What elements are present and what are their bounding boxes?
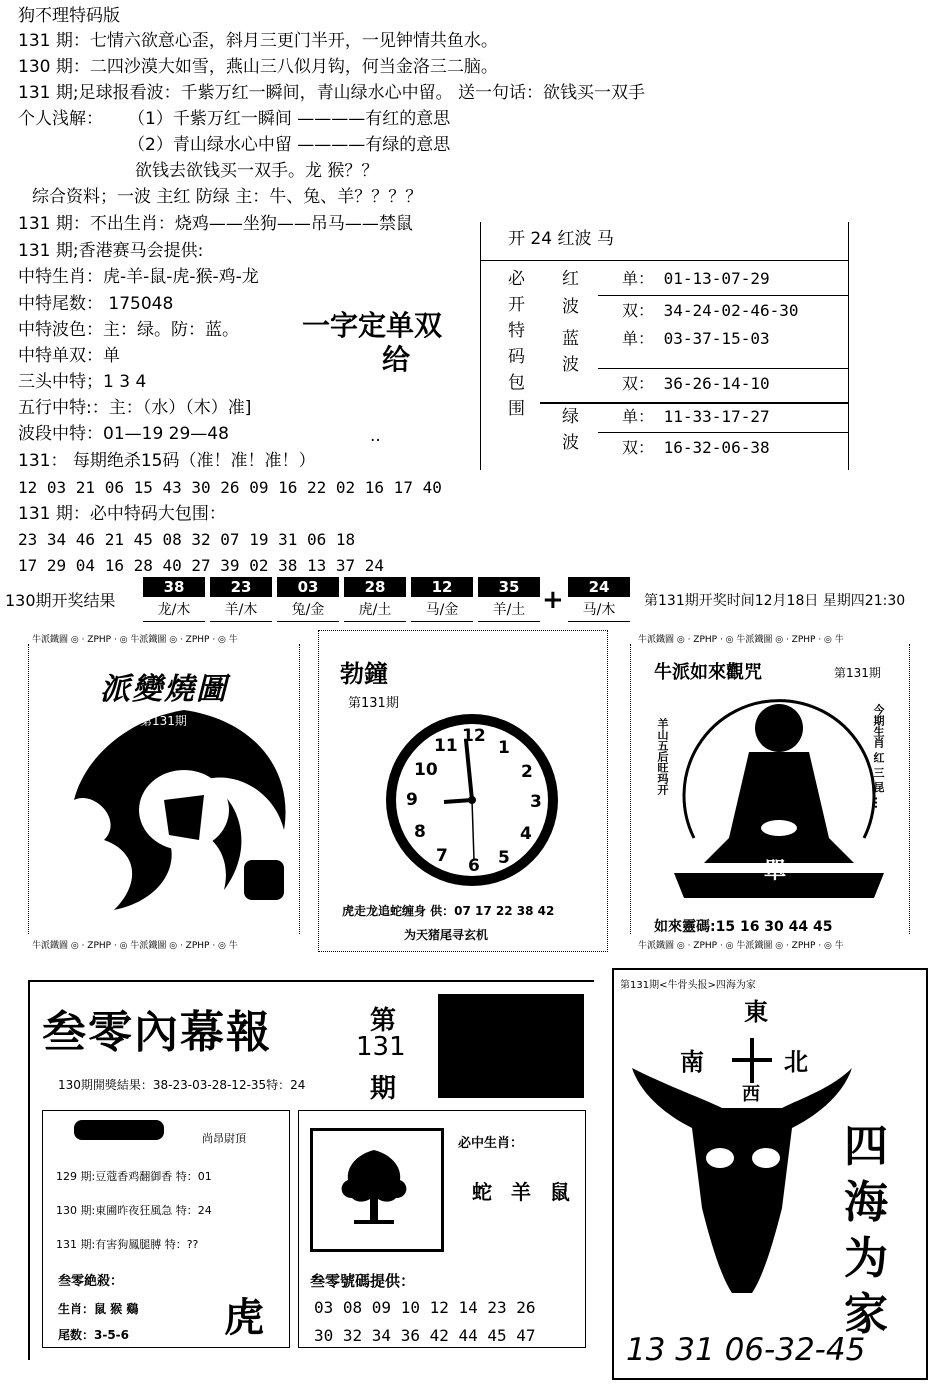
clock-number: 8 bbox=[414, 822, 426, 842]
panel4-history: 129 期:豆蔻香鸡翻御香 特：01 bbox=[56, 1170, 212, 1183]
analysis-item-3: 欲钱去欲钱买一双手。龙 猴？？ bbox=[135, 161, 379, 181]
wave-name: 绿 bbox=[562, 407, 579, 427]
panel4-must-zodiac: 蛇 羊 鼠 bbox=[472, 1180, 576, 1204]
ball-zodiac: 羊/土 bbox=[478, 599, 540, 622]
clock-number: 11 bbox=[434, 736, 458, 756]
panel-border-bottom: 牛派鐵圖 ◎ · ZPHP · ◎ 牛派鐵圖 ◎ · ZPHP · ◎ 牛 bbox=[32, 941, 238, 951]
panel3-right-text: 今期生肖 红 三 昆 ... bbox=[872, 704, 885, 809]
wave-line: 中特波色：主：绿。防：蓝。 bbox=[18, 320, 239, 340]
ball-zodiac: 马/金 bbox=[411, 599, 473, 622]
panel3-badge: 單 bbox=[764, 859, 787, 884]
ball-zodiac: 兔/金 bbox=[277, 599, 339, 622]
clock-number: 2 bbox=[521, 762, 533, 782]
text-line-2: 130 期：二四沙漠大如雪，燕山三八似月钩，何当金洛三二脑。 bbox=[18, 57, 498, 77]
kill-numbers: 12 03 21 06 15 43 30 26 09 16 22 02 16 17 40 bbox=[18, 478, 442, 497]
ball-zodiac: 羊/木 bbox=[210, 599, 272, 622]
panel3-title: 牛派如來觀咒 bbox=[654, 662, 762, 683]
result-ball bbox=[277, 577, 339, 623]
panel4-kill-zodiac: 生肖：鼠 猴 鷄 bbox=[58, 1302, 139, 1316]
result-ball bbox=[143, 577, 205, 623]
panel4-history: 131 期:有害狗鳳腿膊 特：?? bbox=[56, 1238, 199, 1251]
panel4-issue-char-2: 期 bbox=[370, 1074, 397, 1104]
clock-number: 4 bbox=[520, 824, 532, 844]
wave-double: 双： 36-26-14-10 bbox=[622, 374, 770, 393]
panel5-vertical-char: 为 bbox=[844, 1233, 888, 1284]
clock-number: 9 bbox=[406, 790, 418, 810]
tree-icon bbox=[328, 1140, 420, 1232]
text-line-3: 131 期;足球报看波：千紫万红一瞬间，青山绿水心中留。 送一句话：欲钱买一双手 bbox=[18, 83, 645, 103]
must-title: 131 期：必中特码大包围： bbox=[18, 504, 226, 524]
ball-zodiac: 龙/木 bbox=[143, 599, 205, 622]
panel4-result: 130期開獎結果：38-23-03-28-12-35特：24 bbox=[58, 1078, 306, 1092]
ball-number: 03 bbox=[277, 577, 339, 597]
ball-number: 38 bbox=[143, 577, 205, 597]
element-line: 五行中特:：主：（水）（木）准] bbox=[18, 398, 252, 418]
special-ball bbox=[568, 577, 630, 623]
panel4-must-label: 必中生肖： bbox=[458, 1136, 524, 1151]
wave-left-char: 包 bbox=[508, 373, 525, 393]
analysis-item-2: （2）青山绿水心中留 ————有绿的意思 bbox=[128, 135, 451, 155]
stamp-line-1: 一字定单双 bbox=[302, 309, 443, 342]
panel2-issue: 第131期 bbox=[348, 696, 399, 711]
stamp-line-2: 给 bbox=[382, 343, 411, 376]
wave-name: 波 bbox=[562, 433, 579, 453]
panel5-vertical-char: 海 bbox=[844, 1177, 888, 1228]
next-draw-time: 第131期开奖时间12月18日 星期四21:30 bbox=[644, 593, 906, 609]
panel4-kill-label: 叁零絶殺： bbox=[58, 1274, 124, 1289]
must-row-2: 17 29 04 16 28 40 27 39 02 38 13 37 24 bbox=[18, 556, 385, 575]
panel5-south: 南 bbox=[680, 1048, 704, 1076]
kill-title: 131： 每期绝杀15码（准！准！准！） bbox=[18, 451, 316, 471]
panel-news bbox=[28, 980, 594, 1360]
result-ball bbox=[210, 577, 272, 623]
ball-number: 35 bbox=[478, 577, 540, 597]
ball-zodiac: 马/木 bbox=[568, 599, 630, 622]
wave-name: 红 bbox=[562, 269, 579, 289]
panel5-numbers: 13 31 06-32-45 bbox=[626, 1332, 866, 1368]
results-label: 130期开奖结果 bbox=[5, 591, 116, 610]
zodiac-line: 中特生肖：虎-羊-鼠-虎-猴-鸡-龙 bbox=[18, 267, 259, 287]
clock-number: 1 bbox=[498, 738, 510, 758]
header-title: 狗不理特码版 bbox=[18, 6, 120, 26]
skull-graphic bbox=[632, 1028, 852, 1298]
panel2-caption: 虎走龙追蛇缠身 供：07 17 22 38 42 bbox=[342, 904, 555, 918]
panel4-kill-tail: 尾数：3-5-6 bbox=[58, 1328, 130, 1342]
panel2-title: 勃鐘 bbox=[340, 660, 388, 688]
result-ball bbox=[478, 577, 540, 623]
panel3-numbers: 如來靈碼:15 16 30 44 45 bbox=[654, 919, 833, 935]
clock-number: 3 bbox=[530, 792, 542, 812]
panel4-history: 130 期:東圃昨夜狂風急 特：24 bbox=[56, 1204, 212, 1217]
head-line: 三头中特；1 3 4 bbox=[18, 372, 147, 392]
single-double-line: 中特单双：单 bbox=[18, 346, 120, 366]
segment-line: 波段中特：01—19 29—48 bbox=[18, 424, 229, 444]
panel-skull bbox=[612, 968, 928, 1380]
panel-border-top: 牛派鐵圖 ◎ · ZPHP · ◎ 牛派鐵圖 ◎ · ZPHP · ◎ 牛 bbox=[638, 635, 844, 645]
wave-name: 波 bbox=[562, 297, 579, 317]
wave-single: 单： 11-33-17-27 bbox=[622, 407, 770, 426]
wave-box-head: 开 24 红波 马 bbox=[508, 229, 614, 249]
analysis-summary: 综合资料；一波 主红 防绿 主：牛、兔、羊？？？？ bbox=[32, 187, 423, 207]
panel4-num-row-2: 30 32 34 36 42 44 45 47 bbox=[314, 1326, 536, 1345]
dots: .. bbox=[370, 426, 381, 446]
panel3-issue: 第131期 bbox=[834, 666, 881, 680]
must-row-1: 23 34 46 21 45 08 32 07 19 31 06 18 bbox=[18, 530, 356, 549]
panel-buddha bbox=[614, 630, 926, 952]
not-out-zodiac: 131 期：不出生肖：烧鸡——坐狗——吊马——禁鼠 bbox=[18, 214, 413, 234]
wave-name: 波 bbox=[562, 355, 579, 375]
analysis-label: 个人浅解： bbox=[18, 109, 103, 129]
panel4-issue-num: 131 bbox=[356, 1032, 406, 1062]
wave-name: 蓝 bbox=[562, 329, 579, 349]
panel5-vertical-char: 家 bbox=[844, 1289, 888, 1340]
panel-border-bottom: 牛派鐵圖 ◎ · ZPHP · ◎ 牛派鐵圖 ◎ · ZPHP · ◎ 牛 bbox=[638, 941, 844, 951]
panel5-top: 第131期<牛骨头报>四海为家 bbox=[620, 980, 756, 991]
wave-left-char: 码 bbox=[508, 347, 525, 367]
clock-number: 12 bbox=[462, 726, 486, 746]
text-line-1: 131 期：七情六欲意心歪，斜月三更门半开，一见钟情共鱼水。 bbox=[18, 31, 498, 51]
ball-zodiac: 虎/土 bbox=[344, 599, 406, 622]
wave-single: 单： 03-37-15-03 bbox=[622, 329, 770, 348]
wave-double: 双： 16-32-06-38 bbox=[622, 438, 770, 457]
tail-line: 中特尾数： 175048 bbox=[18, 294, 174, 314]
panel4-num-row-1: 03 08 09 10 12 14 23 26 bbox=[314, 1298, 536, 1317]
panel-whirl bbox=[14, 630, 314, 952]
clock-number: 7 bbox=[436, 846, 448, 866]
wave-left-char: 特 bbox=[508, 321, 525, 341]
panel5-east: 東 bbox=[744, 998, 768, 1026]
clock-number: 10 bbox=[414, 760, 438, 780]
panel4-provide-label: 叁零號碼提供： bbox=[310, 1272, 416, 1290]
analysis-item-1: （1）千紫万红一瞬间 ————有红的意思 bbox=[128, 109, 451, 129]
provider-line: 131 期;香港赛马会提供: bbox=[18, 241, 204, 261]
panel1-issue: 第131期 bbox=[140, 714, 187, 728]
wave-single: 单： 01-13-07-29 bbox=[622, 269, 770, 288]
wave-left-char: 必 bbox=[508, 269, 525, 289]
panel4-title: 叁零內幕報 bbox=[42, 1007, 272, 1058]
panel5-vertical-char: 四 bbox=[844, 1121, 888, 1172]
clock-number: 6 bbox=[468, 856, 480, 876]
result-ball bbox=[411, 577, 473, 623]
panel4-tiger: 虎 bbox=[224, 1294, 264, 1341]
plus-sign: + bbox=[542, 585, 564, 615]
ball-number: 23 bbox=[210, 577, 272, 597]
ball-number: 12 bbox=[411, 577, 473, 597]
panel1-title: 派變燒圖 bbox=[100, 672, 228, 707]
panel4-issue-char-1: 第 bbox=[370, 1006, 397, 1036]
ball-number: 28 bbox=[344, 577, 406, 597]
panel5-west: 西 bbox=[742, 1084, 760, 1105]
wave-left-char: 开 bbox=[508, 295, 525, 315]
panel-border-top: 牛派鐵圖 ◎ · ZPHP · ◎ 牛派鐵圖 ◎ · ZPHP · ◎ 牛 bbox=[32, 635, 238, 645]
clock-number: 5 bbox=[498, 848, 510, 868]
result-ball bbox=[344, 577, 406, 623]
ball-number: 24 bbox=[568, 577, 630, 597]
panel5-north: 北 bbox=[784, 1048, 808, 1076]
panel2-footer: 为天猪尾寻玄机 bbox=[404, 928, 489, 942]
panel4-box-title: 尚昂尉頂 bbox=[202, 1132, 246, 1145]
panel3-left-text: 羊山五后旺玛开 bbox=[656, 718, 669, 795]
panel-clock bbox=[318, 630, 608, 952]
wave-double: 双： 34-24-02-46-30 bbox=[622, 301, 799, 320]
wave-left-char: 围 bbox=[508, 399, 525, 419]
